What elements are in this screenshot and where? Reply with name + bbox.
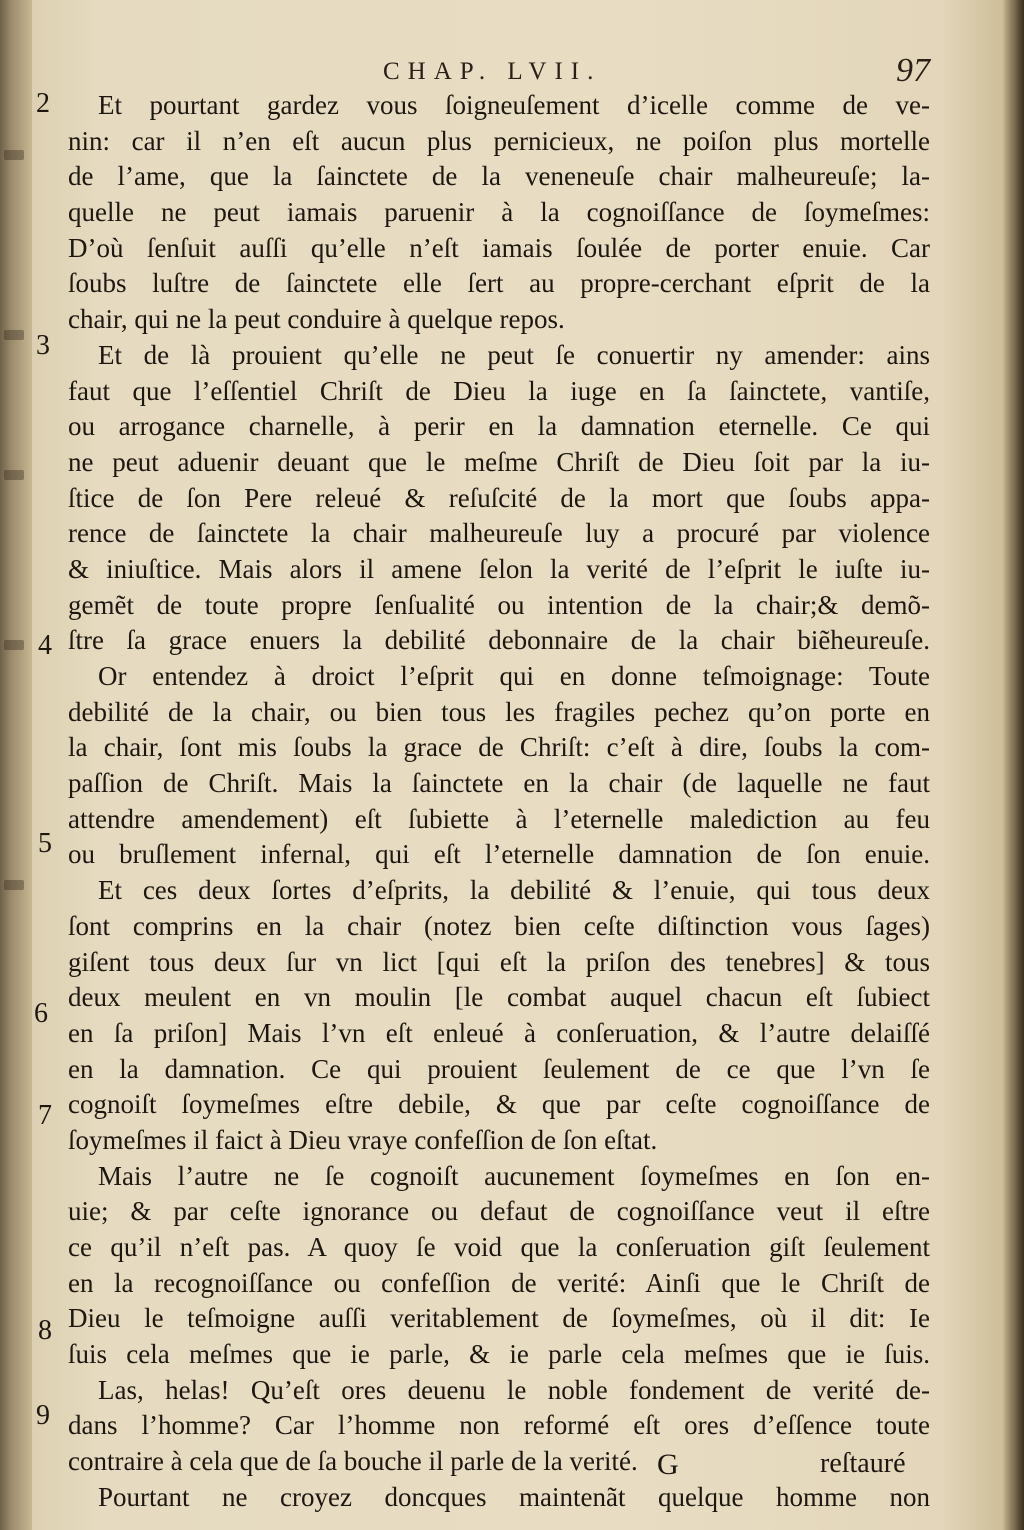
verse-number: 3 [36, 330, 50, 361]
text-line: paſſion de Chriſt. Mais la ſainctete en la chair (de laquelle ne faut [68, 768, 930, 799]
verse-number: 2 [36, 88, 50, 119]
text-line: ſont comprins en la chair (notez bien ceſte diſtinction vous ſages) [68, 910, 930, 941]
verse-number: 5 [38, 828, 52, 859]
text-line: Et de là prouient qu’elle ne peut ſe conuertir ny amender: ains [98, 339, 930, 370]
catchword: reſtauré [820, 1448, 906, 1479]
text-line: Dieu le teſmoigne auſſi veritablement de ſoymeſmes, où il dit: Ie [68, 1303, 930, 1334]
page-footer [0, 1448, 1024, 1498]
page-header [0, 52, 1024, 92]
text-line: Et pourtant gardez vous ſoigneuſement d’icelle comme de ve- [98, 90, 930, 120]
text-line: Mais l’autre ne ſe cognoiſt aucunement ſoymeſmes en ſon en- [98, 1160, 930, 1191]
text-line: giſent tous deux ſur vn lict [qui eſt la priſon des tenebres] & tous [68, 946, 930, 977]
text-line: gemẽt de toute propre ſenſualité ou intention de la chair;& demõ- [68, 589, 930, 620]
text-line: dans l’homme? Car l’homme non reformé eſt ores d’eſſence toute [68, 1410, 930, 1441]
gutter-mark [4, 150, 24, 160]
text-line: Or entendez à droict l’eſprit qui en donne teſmoignage: Toute [98, 661, 930, 691]
text-line: Las, helas! Qu’eſt ores deuenu le noble fondement de verité de- [98, 1374, 930, 1405]
text-line: ou bruſlement infernal, qui eſt l’eternelle damnation de ſon enuie. [68, 839, 930, 870]
text-line: Et ces deux ſortes d’eſprits, la debilité & l’enuie, qui tous deux [98, 875, 930, 906]
text-line: D’où ſenſuit auſſi qu’elle n’eſt iamais ſoulée de porter enuie. Car [68, 232, 930, 263]
text-line: quelle ne peut iamais paruenir à la cognoiſſance de ſoymeſmes: [68, 197, 930, 228]
text-line: ſtre ſa grace enuers la debilité debonnaire de la chair biẽheureuſe. [68, 625, 930, 656]
text-line: cognoiſt ſoymeſmes eſtre debile, & que par ceſte cognoiſſance de [68, 1089, 930, 1120]
verse-number: 9 [36, 1400, 50, 1431]
verse-number: 4 [38, 630, 52, 661]
text-line: ſuis cela meſmes que ie parle, & ie parle cela meſmes que ie ſuis. [68, 1339, 930, 1370]
text-line: nin: car il n’en eſt aucun plus pernicieux, ne poiſon plus mortelle [68, 125, 930, 156]
body-text [68, 88, 930, 1516]
verse-number: 6 [34, 998, 48, 1029]
text-line: ſtice de ſon Pere releué & reſuſcité de la mort que ſoubs appa- [68, 482, 930, 513]
gutter-mark [4, 880, 24, 890]
text-line: contraire à cela que de ſa bouche il parle de la verité. [68, 1446, 638, 1477]
gutter-mark [4, 640, 24, 650]
signature-mark: G [657, 1448, 679, 1481]
text-line: faut que l’eſſentiel Chriſt de Dieu la iuge en ſa ſainctete, vantiſe, [68, 375, 930, 406]
gutter-mark [4, 470, 24, 480]
text-line: Pourtant ne croyez doncques maintenãt quelque homme non [98, 1481, 930, 1512]
text-line: attendre amendement) eſt ſubiette à l’eternelle malediction au feu [68, 803, 930, 834]
text-line: en la recognoiſſance ou confeſſion de verité: Ainſi que le Chriſt de [68, 1267, 930, 1298]
text-line: ne peut aduenir deuant que le meſme Chriſt de Dieu ſoit par la iu- [68, 446, 930, 477]
text-line: en la damnation. Ce qui prouient ſeulement de ce que l’vn ſe [68, 1053, 930, 1084]
text-line: la chair, ſont mis ſoubs la grace de Chriſt: c’eſt à dire, ſoubs la com- [68, 732, 930, 763]
verse-number: 7 [38, 1100, 52, 1131]
text-line: rence de ſainctete la chair malheureuſe luy a procuré par violence [68, 518, 930, 549]
page-edge-shadow [1002, 0, 1024, 1530]
page-number: 97 [896, 52, 930, 89]
text-line: ſoymeſmes il faict à Dieu vraye confeſſion de ſon eſtat. [68, 1124, 658, 1155]
text-line: deux meulent en vn moulin [le combat auquel chacun eſt ſubiect [68, 982, 930, 1013]
text-line: debilité de la chair, ou bien tous les fragiles pechez qu’on porte en [68, 696, 930, 727]
gutter-mark [4, 330, 24, 340]
binding-gutter [0, 0, 32, 1530]
text-line: & iniuſtice. Mais alors il amene ſelon la verité de l’eſprit le iuſte iu- [68, 553, 930, 584]
text-line: chair, qui ne la peut conduire à quelque repos. [68, 304, 565, 335]
text-line: ou arrogance charnelle, à perir en la damnation eternelle. Ce qui [68, 411, 930, 442]
text-line: de l’ame, que la ſainctete de la veneneuſe chair malheureuſe; la- [68, 161, 930, 192]
text-line: uie; & par ceſte ignorance ou defaut de cognoiſſance veut il eſtre [68, 1196, 930, 1227]
text-line: en ſa priſon] Mais l’vn eſt enleué à conſeruation, & l’autre delaiſſé [68, 1017, 930, 1048]
running-head: CHAP. LVII. [383, 58, 602, 85]
text-line: ſoubs luſtre de ſainctete elle ſert au propre-cerchant eſprit de la [68, 268, 930, 299]
text-line: ce qu’il n’eſt pas. A quoy ſe void que la conſeruation giſt ſeulement [68, 1232, 930, 1262]
verse-number: 8 [38, 1315, 52, 1346]
